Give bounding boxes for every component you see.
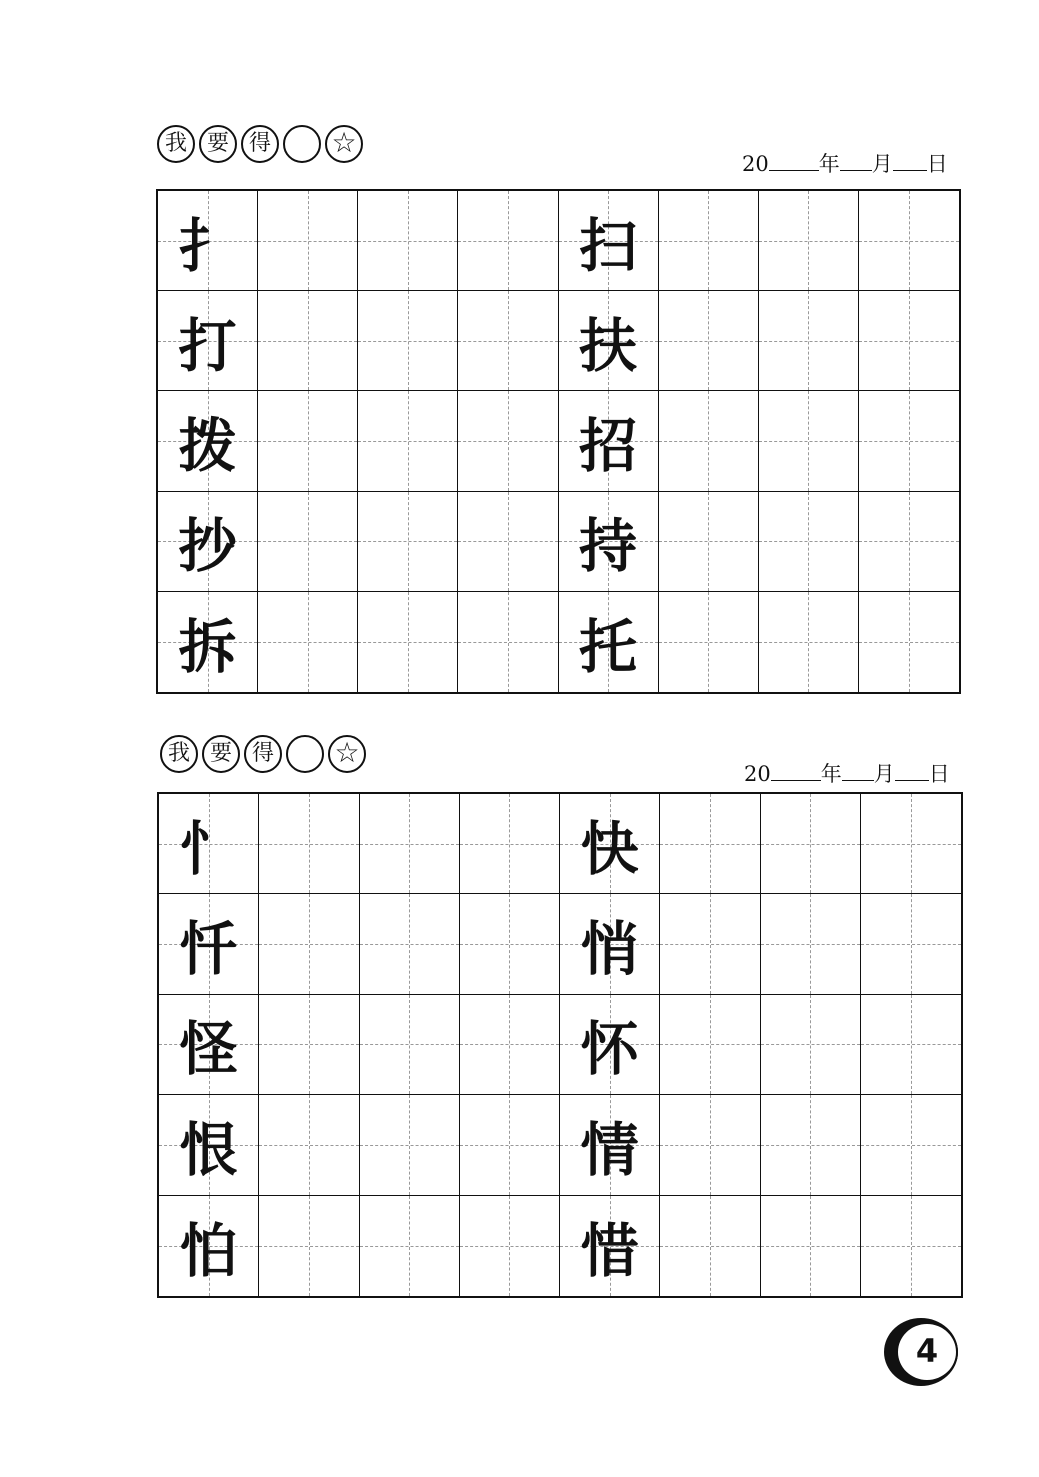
model-char-left: 恨 [179, 1115, 238, 1184]
grid-cell[interactable] [559, 191, 659, 291]
badge-char-3: 得 [244, 735, 282, 773]
model-char-right: 快 [580, 814, 639, 883]
grid-cell[interactable] [458, 391, 558, 491]
grid-cell[interactable] [259, 1095, 359, 1195]
date-year-label: 年 [820, 762, 842, 786]
grid-cell[interactable] [258, 391, 358, 491]
grid-cell[interactable] [360, 1095, 460, 1195]
model-char-right: 情 [580, 1115, 639, 1184]
grid-cell[interactable] [360, 894, 460, 994]
grid-cell[interactable] [859, 492, 959, 592]
grid-cell[interactable] [560, 794, 660, 894]
grid-cell[interactable] [761, 894, 861, 994]
date-prefix: 20 [744, 762, 771, 786]
grid-cell[interactable] [660, 1196, 760, 1296]
grid-cell[interactable] [861, 1196, 961, 1296]
grid-cell[interactable] [460, 995, 560, 1095]
star-icon: ☆ [325, 125, 363, 163]
grid-cell[interactable] [859, 191, 959, 291]
grid-cell[interactable] [258, 492, 358, 592]
grid-cell[interactable] [861, 894, 961, 994]
model-char-left: 怪 [179, 1015, 238, 1084]
grid-cell[interactable] [360, 995, 460, 1095]
grid-cell[interactable] [859, 291, 959, 391]
grid-cell[interactable] [358, 391, 458, 491]
grid-cell[interactable] [660, 1095, 760, 1195]
month-blank[interactable] [842, 762, 874, 781]
page-number-badge [884, 1318, 962, 1386]
date-day-label: 日 [926, 152, 948, 176]
model-char-left: 拨 [178, 411, 237, 480]
badge-empty-circle [286, 735, 324, 773]
day-blank[interactable] [895, 762, 929, 781]
grid-cell[interactable] [861, 1095, 961, 1195]
grid-cell[interactable] [358, 291, 458, 391]
model-char-right: 怀 [580, 1015, 639, 1084]
grid-cell[interactable] [560, 995, 660, 1095]
grid-cell[interactable] [360, 794, 460, 894]
model-char-left: 抄 [178, 512, 237, 581]
grid-cell[interactable] [659, 191, 759, 291]
grid-cell[interactable] [559, 391, 659, 491]
grid-cell[interactable] [660, 894, 760, 994]
writing-grid [157, 792, 963, 1298]
grid-cell[interactable] [258, 592, 358, 692]
grid-cell[interactable] [258, 191, 358, 291]
grid-cell[interactable] [859, 592, 959, 692]
grid-cell[interactable] [659, 291, 759, 391]
badge-char-1: 我 [157, 125, 195, 163]
grid-cell[interactable] [660, 794, 760, 894]
date-month-label: 月 [871, 152, 893, 176]
grid-cell[interactable] [460, 794, 560, 894]
badge-char-3: 得 [241, 125, 279, 163]
grid-cell[interactable] [259, 995, 359, 1095]
grid-cell[interactable] [560, 1095, 660, 1195]
model-char-right: 托 [579, 612, 638, 681]
date-year-label: 年 [818, 152, 840, 176]
model-char-left: 扌 [178, 211, 237, 280]
model-char-right: 扶 [579, 311, 638, 380]
grid-cell[interactable] [861, 794, 961, 894]
grid-cell[interactable] [560, 1196, 660, 1296]
grid-cell[interactable] [759, 391, 859, 491]
model-char-left: 打 [178, 311, 237, 380]
day-blank[interactable] [893, 152, 927, 171]
grid-cell[interactable] [158, 291, 258, 391]
model-char-right: 招 [579, 411, 638, 480]
grid-cell[interactable] [259, 1196, 359, 1296]
page-number: 4 [896, 1322, 958, 1382]
grid-cell[interactable] [458, 291, 558, 391]
grid-cell[interactable] [560, 894, 660, 994]
date-prefix: 20 [742, 152, 769, 176]
date-day-label: 日 [928, 762, 950, 786]
grid-cell[interactable] [358, 592, 458, 692]
date-line [744, 758, 950, 788]
grid-cell[interactable] [159, 1095, 259, 1195]
writing-grid [156, 189, 961, 694]
model-char-left: 忏 [179, 915, 238, 984]
grid-cell[interactable] [759, 291, 859, 391]
year-blank[interactable] [771, 762, 821, 781]
date-line [742, 148, 948, 178]
grid-cell[interactable] [559, 291, 659, 391]
grid-cell[interactable] [458, 592, 558, 692]
badge-empty-circle [283, 125, 321, 163]
model-char-right: 惜 [580, 1216, 639, 1285]
grid-cell[interactable] [761, 794, 861, 894]
grid-cell[interactable] [761, 1196, 861, 1296]
grid-cell[interactable] [659, 391, 759, 491]
date-month-label: 月 [873, 762, 895, 786]
grid-cell[interactable] [358, 492, 458, 592]
grid-cell[interactable] [158, 492, 258, 592]
model-char-left: 忄 [179, 814, 238, 883]
grid-cell[interactable] [559, 492, 659, 592]
badge-char-2: 要 [199, 125, 237, 163]
grid-cell[interactable] [759, 492, 859, 592]
grid-cell[interactable] [159, 894, 259, 994]
grid-cell[interactable] [158, 191, 258, 291]
star-icon: ☆ [328, 735, 366, 773]
badge-char-2: 要 [202, 735, 240, 773]
grid-cell[interactable] [258, 291, 358, 391]
grid-cell[interactable] [460, 894, 560, 994]
badge-char-1: 我 [160, 735, 198, 773]
grid-cell[interactable] [259, 894, 359, 994]
grid-cell[interactable] [759, 592, 859, 692]
grid-cell[interactable] [159, 1196, 259, 1296]
grid-cell[interactable] [159, 794, 259, 894]
grid-cell[interactable] [158, 391, 258, 491]
year-blank[interactable] [769, 152, 819, 171]
grid-cell[interactable] [761, 995, 861, 1095]
grid-cell[interactable] [358, 191, 458, 291]
grid-cell[interactable] [861, 995, 961, 1095]
grid-cell[interactable] [659, 492, 759, 592]
grid-cell[interactable] [660, 995, 760, 1095]
month-blank[interactable] [840, 152, 872, 171]
grid-cell[interactable] [460, 1095, 560, 1195]
model-char-left: 拆 [178, 612, 237, 681]
grid-cell[interactable] [859, 391, 959, 491]
grid-cell[interactable] [759, 191, 859, 291]
grid-cell[interactable] [458, 191, 558, 291]
model-char-right: 扫 [579, 211, 638, 280]
grid-cell[interactable] [360, 1196, 460, 1296]
model-char-right: 持 [579, 512, 638, 581]
model-char-right: 悄 [580, 915, 639, 984]
grid-cell[interactable] [259, 794, 359, 894]
grid-cell[interactable] [159, 995, 259, 1095]
grid-cell[interactable] [460, 1196, 560, 1296]
grid-cell[interactable] [458, 492, 558, 592]
grid-cell[interactable] [659, 592, 759, 692]
grid-cell[interactable] [761, 1095, 861, 1195]
grid-cell[interactable] [559, 592, 659, 692]
model-char-left: 怕 [179, 1216, 238, 1285]
grid-cell[interactable] [158, 592, 258, 692]
